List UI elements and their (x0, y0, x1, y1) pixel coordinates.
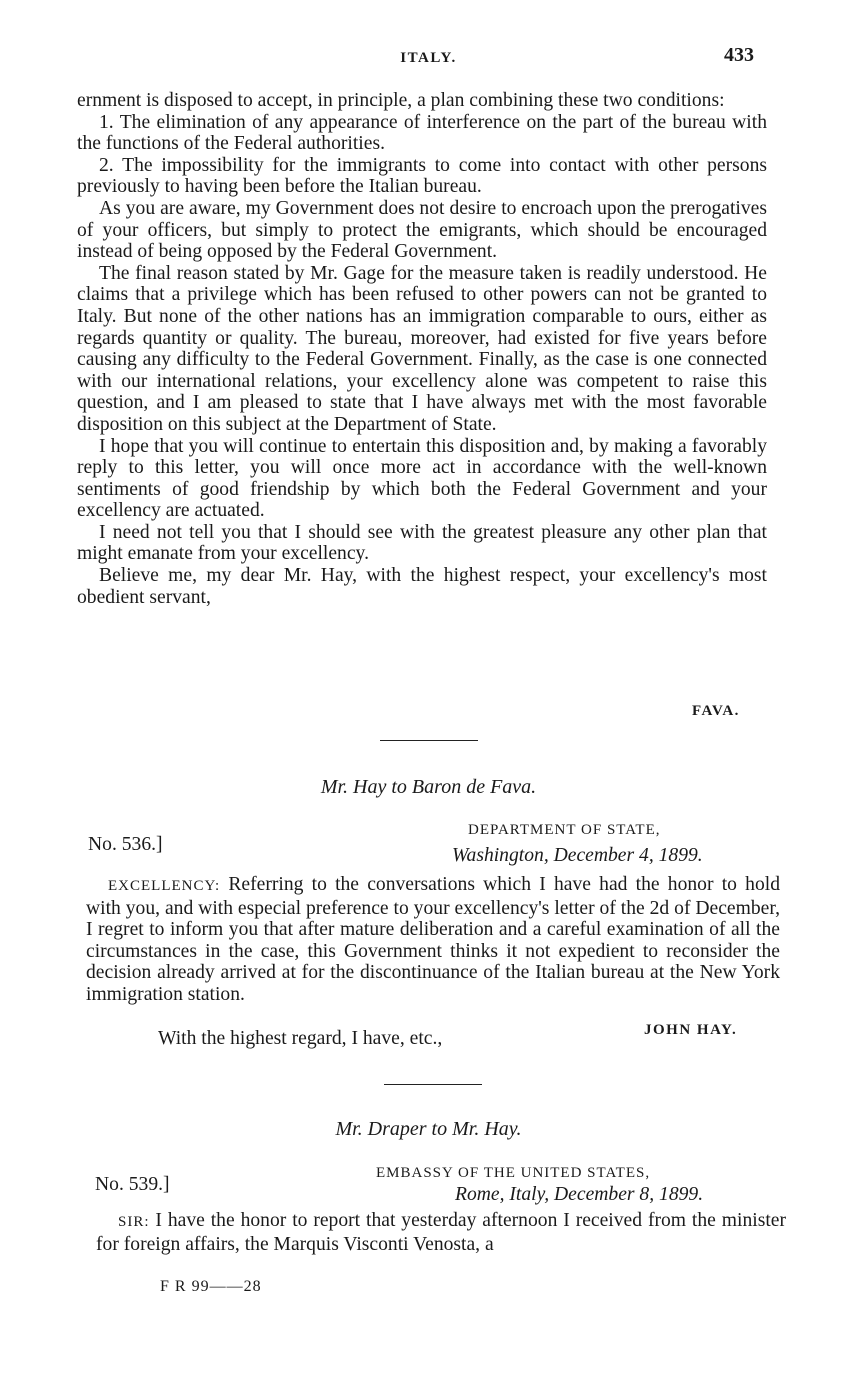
signature-fava: FAVA. (692, 703, 740, 719)
dateline: Rome, Italy, December 8, 1899. (455, 1184, 704, 1205)
section-divider (380, 740, 478, 741)
office-name: EMBASSY OF THE UNITED STATES, (376, 1165, 651, 1181)
salutation: SIR: (118, 1214, 150, 1230)
body-text: Referring to the conversations which I have had the honor to hold with you, and with especial preference to your excellency's letter of the 2d of December, I regret to inform you that after mature deliberation and a careful examination of all the circumstances in the case, this Government thinks it not expedient to reconsider the decision already arrived at for the discontinuance of the Italian bureau at the New York immigration station. (86, 874, 780, 1005)
closing-text: With the highest regard, I have, etc., (158, 1028, 443, 1049)
document-number: No. 539.] (95, 1174, 170, 1195)
sending-office (468, 822, 661, 839)
letter-heading-draper-to-hay: Mr. Draper to Mr. Hay. (335, 1118, 522, 1140)
paragraph: 1. The elimination of any appearance of interference on the part of the bureau with the functions of the Federal authorities. (77, 111, 767, 155)
office-name: DEPARTMENT OF STATE, (468, 822, 661, 838)
running-head-title: ITALY. (400, 50, 457, 66)
salutation: EXCELLENCY: (108, 878, 221, 894)
sending-office (376, 1165, 650, 1182)
paragraph: ernment is disposed to accept, in principle, a plan combining these two conditions: (77, 90, 725, 111)
letter-hay-body (86, 874, 780, 1006)
paragraph: The final reason stated by Mr. Gage for the measure taken is readily understood. He claims that a privilege which has been refused to other powers can not be granted to Italy. But none of the other nations has an immigration comparable to ours, either as regards quantity or quality. The bureau, moreover, had existed for five years before causing any difficulty to the Federal Government. Finally, as the case is one connected with our international relations, your excellency alone was competent to raise this question, and I am pleased to state that I have always met with the most favorable disposition on this subject at the Department of State. (77, 262, 767, 435)
dateline: Washington, December 4, 1899. (452, 845, 703, 866)
paragraph: I hope that you will continue to entertain this disposition and, by making a favorably reply to this letter, you will once more act in accordance with the well-known sentiments of good friendship by which both the Federal Government and your excellency are actuated. (77, 435, 767, 522)
section-divider (384, 1084, 482, 1085)
page-number: 433 (724, 44, 754, 66)
paragraph: As you are aware, my Government does not desire to encroach upon the prerogatives of your officers, but simply to protect the emigrants, which should be encouraged instead of being opposed by the Federal Government. (77, 197, 767, 263)
paragraph: Believe me, my dear Mr. Hay, with the highest respect, your excellency's most obedient servant, (77, 565, 767, 608)
paragraph: 2. The impossibility for the immigrants to come into contact with other persons previously to having been before the Italian bureau. (77, 154, 767, 198)
document-number: No. 536.] (88, 834, 163, 855)
letter-heading-hay-to-fava: Mr. Hay to Baron de Fava. (320, 776, 537, 798)
signature-mark: F R 99——28 (160, 1278, 262, 1295)
paragraph (96, 1210, 786, 1255)
paragraph: I need not tell you that I should see with the greatest pleasure any other plan that might emanate from your excellency. (77, 521, 767, 565)
paragraph (86, 874, 780, 1006)
signature-hay: JOHN HAY. (644, 1022, 738, 1038)
letter-fava-body (77, 90, 767, 608)
letter-draper-body (96, 1210, 786, 1255)
body-text: I have the honor to report that yesterday afternoon I received from the minister for foreign affairs, the Marquis Visconti Venosta, a (96, 1210, 786, 1255)
closing-line (158, 1028, 578, 1050)
